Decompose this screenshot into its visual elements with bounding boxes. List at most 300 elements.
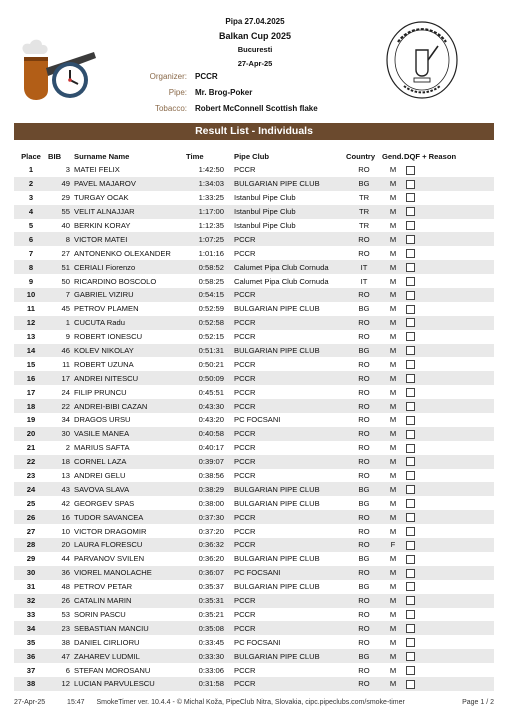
dqf-checkbox[interactable] (406, 444, 415, 453)
dqf-cell (404, 538, 494, 552)
bib-cell: 43 (48, 482, 74, 496)
dqf-checkbox[interactable] (406, 388, 415, 397)
col-dqf: DQF + Reason (404, 152, 457, 161)
bib-cell: 48 (61, 582, 70, 592)
time-cell: 0:51:31 (186, 344, 234, 358)
country-cell: BG (358, 498, 370, 508)
dqf-checkbox[interactable] (406, 555, 415, 564)
table-row (14, 399, 494, 413)
place-cell: 37 (26, 665, 36, 675)
place-cell: 13 (26, 332, 36, 342)
place-cell: 38 (14, 677, 48, 691)
country-cell: RO (346, 677, 382, 691)
gender-cell: M (389, 443, 397, 453)
dqf-cell (404, 371, 494, 385)
bib-cell: 18 (48, 455, 74, 469)
time-cell: 0:33:45 (198, 637, 224, 647)
table-row (14, 663, 494, 677)
time-cell: 0:50:21 (198, 359, 224, 369)
tobacco-value: Robert McConnell Scottish flake (195, 104, 318, 113)
time-cell: 0:52:15 (198, 332, 224, 342)
gender-cell: M (382, 649, 404, 663)
place-cell: 23 (26, 471, 36, 481)
country-cell: RO (346, 427, 382, 441)
club-cell: PCCR (234, 677, 346, 691)
table-row (14, 288, 494, 302)
place-cell: 5 (28, 221, 34, 230)
time-cell: 0:35:21 (198, 609, 224, 619)
club-cell: BULGARIAN PIPE CLUB (234, 344, 346, 358)
name-cell: FILIP PRUNCU (74, 387, 127, 397)
footer (14, 699, 494, 706)
club-cell: PCCR (234, 371, 346, 385)
country-cell: RO (358, 609, 370, 619)
bib-cell: 1 (48, 316, 74, 330)
gender-cell: M (389, 359, 397, 369)
country-cell: RO (358, 359, 370, 369)
time-cell: 0:37:20 (198, 526, 224, 536)
club-cell: PCCR (234, 288, 346, 302)
col-time: Time (186, 152, 204, 161)
gender-cell: M (389, 415, 397, 425)
dqf-checkbox[interactable] (406, 638, 415, 647)
country-cell: RO (346, 455, 382, 469)
bib-cell: 53 (61, 609, 70, 619)
time-cell: 0:35:37 (198, 582, 224, 592)
time-cell: 1:01:16 (198, 248, 224, 258)
table-row (14, 649, 494, 663)
time-cell: 0:50:09 (186, 371, 234, 385)
dqf-checkbox[interactable] (406, 471, 415, 480)
country-cell: BG (358, 554, 370, 564)
club-cell: PCCR (234, 526, 256, 536)
table-row (14, 677, 494, 691)
country-cell: BG (346, 482, 382, 496)
gender-cell: M (382, 288, 404, 302)
place-cell: 35 (26, 637, 36, 647)
dqf-cell (404, 427, 494, 441)
gender-cell: M (389, 471, 397, 481)
tobacco-label: Tobacco: (154, 104, 187, 113)
dqf-cell (404, 205, 494, 219)
club-cell: PCCR (234, 510, 346, 524)
country-cell: RO (358, 526, 370, 536)
dqf-checkbox[interactable] (406, 569, 415, 578)
club-cell: Calumet Pipa Club Cornuda (234, 276, 329, 286)
dqf-checkbox[interactable] (406, 541, 415, 550)
col-place: Place (21, 152, 41, 161)
gender-cell: F (382, 538, 404, 552)
dqf-checkbox[interactable] (406, 416, 415, 425)
bib-cell: 2 (65, 443, 70, 453)
dqf-checkbox[interactable] (406, 277, 415, 286)
table-row (14, 496, 494, 510)
dqf-cell (404, 441, 494, 455)
col-club: Pipe Club (234, 152, 270, 161)
table-row (14, 482, 494, 496)
place-cell: 32 (14, 594, 48, 608)
bib-cell: 34 (61, 415, 70, 425)
bib-cell: 20 (48, 538, 74, 552)
bib-cell: 3 (65, 165, 70, 175)
table-row (14, 302, 494, 316)
dqf-checkbox[interactable] (406, 457, 415, 466)
gender-cell: M (389, 304, 397, 314)
dqf-cell (404, 344, 494, 358)
time-cell: 0:39:07 (186, 455, 234, 469)
gender-cell: M (389, 221, 397, 230)
dqf-cell (404, 274, 494, 288)
gender-cell: M (389, 165, 397, 175)
place-cell: 22 (14, 455, 48, 469)
dqf-cell (404, 524, 494, 538)
dqf-checkbox[interactable] (406, 596, 415, 605)
bib-cell: 49 (48, 177, 74, 191)
dqf-checkbox[interactable] (406, 430, 415, 439)
table-row (14, 427, 494, 441)
bib-cell: 12 (48, 677, 74, 691)
place-cell: 19 (26, 415, 36, 425)
bib-cell: 45 (61, 304, 70, 314)
location: Bucuresti (237, 45, 273, 54)
club-cell: BULGARIAN PIPE CLUB (234, 482, 346, 496)
dqf-checkbox[interactable] (406, 360, 415, 369)
dqf-cell (404, 663, 494, 677)
page-number: Page 1 / 2 (462, 699, 494, 706)
dqf-cell (404, 232, 494, 246)
table-row (14, 274, 494, 288)
dqf-checkbox[interactable] (406, 485, 415, 494)
gender-cell: M (389, 665, 397, 675)
time-cell: 1:34:03 (186, 177, 234, 191)
table-row (14, 232, 494, 246)
dqf-cell (404, 649, 494, 663)
country-cell: IT (360, 276, 368, 286)
gender-cell: M (382, 566, 404, 580)
club-cell: BULGARIAN PIPE CLUB (234, 582, 320, 592)
time-cell: 1:12:35 (198, 221, 224, 230)
country-cell: IT (346, 260, 382, 274)
time-cell: 0:38:00 (198, 498, 224, 508)
name-cell: PARVANOV SVILEN (74, 554, 145, 564)
pipe-label: Pipe: (168, 88, 187, 97)
club-cell: PCCR (234, 443, 256, 453)
place-cell: 6 (14, 232, 48, 246)
country-cell: RO (346, 232, 382, 246)
place-cell: 31 (26, 582, 36, 592)
club-cell: BULGARIAN PIPE CLUB (234, 498, 320, 508)
name-cell: GABRIEL VIZIRU (74, 288, 186, 302)
place-cell: 10 (14, 288, 48, 302)
country-cell: RO (358, 387, 370, 397)
place-cell: 25 (26, 498, 36, 508)
place-cell: 28 (14, 538, 48, 552)
time-cell: 0:33:30 (186, 649, 234, 663)
dqf-cell (404, 316, 494, 330)
country-cell: RO (358, 665, 370, 675)
gender-cell: M (382, 371, 404, 385)
gender-cell: M (389, 554, 397, 564)
gender-cell: M (382, 427, 404, 441)
dqf-checkbox[interactable] (406, 680, 415, 689)
gender-cell: M (389, 582, 397, 592)
gender-cell: M (382, 232, 404, 246)
name-cell: ROBERT IONESCU (74, 332, 143, 342)
time-cell: 0:36:07 (186, 566, 234, 580)
time-cell: 0:58:25 (198, 276, 224, 286)
dqf-cell (404, 191, 494, 205)
club-cell: PC FOCSANI (234, 415, 281, 425)
table-row (14, 316, 494, 330)
dqf-cell (404, 330, 494, 344)
club-cell: Istanbul Pipe Club (234, 221, 296, 230)
country-cell: RO (358, 637, 370, 647)
club-cell: PCCR (234, 332, 256, 342)
table-row (14, 357, 494, 371)
name-cell: LUCIAN PARVULESCU (74, 677, 186, 691)
club-cell: PCCR (234, 621, 346, 635)
time-cell: 0:35:31 (186, 594, 234, 608)
dqf-checkbox[interactable] (406, 332, 415, 341)
club-cell: Istanbul Pipe Club (234, 205, 346, 219)
place-cell: 4 (14, 205, 48, 219)
dqf-cell (404, 621, 494, 635)
country-cell: RO (358, 443, 370, 453)
time-cell: 0:37:30 (186, 510, 234, 524)
dqf-cell (404, 510, 494, 524)
dqf-checkbox[interactable] (406, 666, 415, 675)
dqf-cell (404, 594, 494, 608)
table-header-row (14, 150, 494, 163)
dqf-checkbox[interactable] (406, 291, 415, 300)
name-cell: TURGAY OCAK (74, 193, 129, 203)
country-cell: RO (358, 471, 370, 481)
name-cell: STEFAN MOROSANU (74, 665, 151, 675)
dqf-cell (404, 163, 494, 177)
time-cell: 0:31:58 (186, 677, 234, 691)
dqf-checkbox[interactable] (406, 318, 415, 327)
dqf-checkbox[interactable] (406, 221, 415, 230)
bib-cell: 55 (48, 205, 74, 219)
name-cell: PETROV PETAR (74, 582, 133, 592)
country-cell: RO (358, 415, 370, 425)
dqf-cell (404, 385, 494, 399)
club-cell: BULGARIAN PIPE CLUB (234, 304, 320, 314)
country-cell: BG (358, 304, 370, 314)
club-cell: PCCR (234, 399, 346, 413)
dqf-checkbox[interactable] (406, 346, 415, 355)
club-cell: PCCR (234, 665, 256, 675)
dqf-checkbox[interactable] (406, 499, 415, 508)
dqf-checkbox[interactable] (406, 582, 415, 591)
place-cell: 11 (26, 304, 36, 314)
place-cell: 2 (14, 177, 48, 191)
table-row (14, 413, 494, 427)
dqf-checkbox[interactable] (406, 624, 415, 633)
result-list-title: Result List - Individuals (14, 123, 494, 140)
dqf-checkbox[interactable] (406, 527, 415, 536)
gender-cell: M (382, 594, 404, 608)
country-cell: RO (346, 566, 382, 580)
dqf-checkbox[interactable] (406, 374, 415, 383)
place-cell: 33 (26, 609, 36, 619)
name-cell: GEORGEV SPAS (74, 498, 135, 508)
country-cell: TR (346, 205, 382, 219)
club-cell: BULGARIAN PIPE CLUB (234, 554, 320, 564)
country-cell: RO (358, 248, 370, 258)
dqf-checkbox[interactable] (406, 305, 415, 314)
name-cell: LAURA FLORESCU (74, 538, 186, 552)
time-cell: 0:54:15 (186, 288, 234, 302)
bib-cell: 16 (48, 510, 74, 524)
gender-cell: M (382, 316, 404, 330)
table-row (14, 246, 494, 260)
name-cell: ANDREI-BIBI CAZAN (74, 399, 186, 413)
club-cell: PCCR (234, 609, 256, 619)
table-row (14, 191, 494, 205)
col-gender: Gend. (382, 152, 404, 161)
place-cell: 17 (26, 387, 36, 397)
footer-date: 27-Apr-25 (14, 699, 46, 706)
name-cell: KOLEV NIKOLAY (74, 344, 186, 358)
dqf-cell (404, 469, 494, 483)
name-cell: CERIALI Fiorenzo (74, 260, 186, 274)
bib-cell: 27 (61, 248, 70, 258)
bib-cell: 6 (65, 665, 70, 675)
dqf-checkbox[interactable] (406, 652, 415, 661)
bib-cell: 38 (61, 637, 70, 647)
dqf-checkbox[interactable] (406, 402, 415, 411)
time-cell: 0:52:59 (198, 304, 224, 314)
club-cell: PC FOCSANI (234, 566, 346, 580)
club-cell: PCCR (234, 316, 346, 330)
bib-cell: 36 (48, 566, 74, 580)
bib-cell: 13 (61, 471, 70, 481)
dqf-cell (404, 635, 494, 649)
club-cell: PCCR (234, 165, 256, 175)
club-cell: PCCR (234, 232, 346, 246)
place-cell: 12 (14, 316, 48, 330)
country-cell: TR (358, 193, 370, 203)
bib-cell: 9 (65, 332, 70, 342)
name-cell: DANIEL CIRLIORU (74, 637, 140, 647)
country-cell: RO (346, 510, 382, 524)
time-cell: 1:42:50 (198, 165, 224, 175)
gender-cell: M (382, 344, 404, 358)
dqf-checkbox[interactable] (406, 193, 415, 202)
bib-cell: 42 (61, 498, 70, 508)
table-row (14, 455, 494, 469)
bib-cell: 24 (61, 387, 70, 397)
place-cell: 8 (14, 260, 48, 274)
time-cell: 0:36:32 (186, 538, 234, 552)
club-cell: PCCR (234, 594, 346, 608)
gender-cell: M (382, 260, 404, 274)
name-cell: MATEI FELIX (74, 165, 120, 175)
gender-cell: M (382, 621, 404, 635)
bib-cell: 29 (61, 193, 70, 203)
bib-cell: 10 (61, 526, 70, 536)
name-cell: CUCUTA Radu (74, 316, 186, 330)
table-row (14, 385, 494, 399)
gender-cell: M (389, 609, 397, 619)
dqf-cell (404, 455, 494, 469)
table-row (14, 621, 494, 635)
place-cell: 21 (26, 443, 36, 453)
table-row (14, 219, 494, 233)
results-table (14, 150, 494, 691)
table-row (14, 469, 494, 483)
dqf-cell (404, 357, 494, 371)
dqf-checkbox[interactable] (406, 180, 415, 189)
dqf-checkbox[interactable] (406, 263, 415, 272)
name-cell: DRAGOS URSU (74, 415, 131, 425)
place-cell: 9 (28, 276, 34, 286)
dqf-checkbox[interactable] (406, 513, 415, 522)
dqf-checkbox[interactable] (406, 166, 415, 175)
club-cell: PCCR (234, 248, 256, 258)
country-cell: BG (346, 344, 382, 358)
bib-cell: 44 (61, 554, 70, 564)
club-cell: PCCR (234, 538, 346, 552)
time-cell: 1:33:25 (198, 193, 224, 203)
gender-cell: M (382, 455, 404, 469)
gender-cell: M (389, 526, 397, 536)
country-cell: BG (346, 177, 382, 191)
country-cell: RO (346, 621, 382, 635)
dqf-checkbox[interactable] (406, 235, 415, 244)
dqf-checkbox[interactable] (406, 207, 415, 216)
bib-cell: 50 (61, 276, 70, 286)
time-cell: 0:52:58 (186, 316, 234, 330)
gender-cell: M (382, 399, 404, 413)
country-cell: RO (358, 165, 370, 175)
dqf-cell (404, 580, 494, 594)
footer-credit: SmokeTimer ver. 10.4.4 - © Michal Koža, PipeClub Nitra, Slovakia, cipc.pipeclubs.com/smoke-timer (96, 699, 405, 706)
place-cell: 27 (26, 526, 36, 536)
name-cell: TUDOR SAVANCEA (74, 510, 186, 524)
name-cell: VELIT ALNAJJAR (74, 205, 186, 219)
bib-cell: 47 (48, 649, 74, 663)
country-cell: RO (346, 594, 382, 608)
table-row (14, 177, 494, 191)
place-cell: 36 (14, 649, 48, 663)
table-row (14, 552, 494, 566)
name-cell: SAVOVA SLAVA (74, 482, 186, 496)
place-cell: 16 (14, 371, 48, 385)
dqf-cell (404, 399, 494, 413)
club-cell: PCCR (234, 471, 256, 481)
dqf-checkbox[interactable] (406, 610, 415, 619)
col-country: Country (346, 152, 376, 161)
time-cell: 0:38:29 (186, 482, 234, 496)
footer-time: 15:47 (67, 699, 85, 706)
gender-cell: M (382, 177, 404, 191)
dqf-cell (404, 608, 494, 622)
pipe-value: Mr. Brog-Poker (195, 88, 253, 97)
table-row (14, 594, 494, 608)
place-cell: 34 (14, 621, 48, 635)
name-cell: CORNEL LAZA (74, 455, 186, 469)
dqf-checkbox[interactable] (406, 249, 415, 258)
bib-cell: 26 (48, 594, 74, 608)
col-bib: BIB (48, 152, 62, 161)
bib-cell: 22 (48, 399, 74, 413)
time-cell: 0:45:51 (198, 387, 224, 397)
place-cell: 29 (26, 554, 36, 564)
club-cell: PCCR (234, 387, 256, 397)
place-cell: 15 (26, 359, 36, 369)
